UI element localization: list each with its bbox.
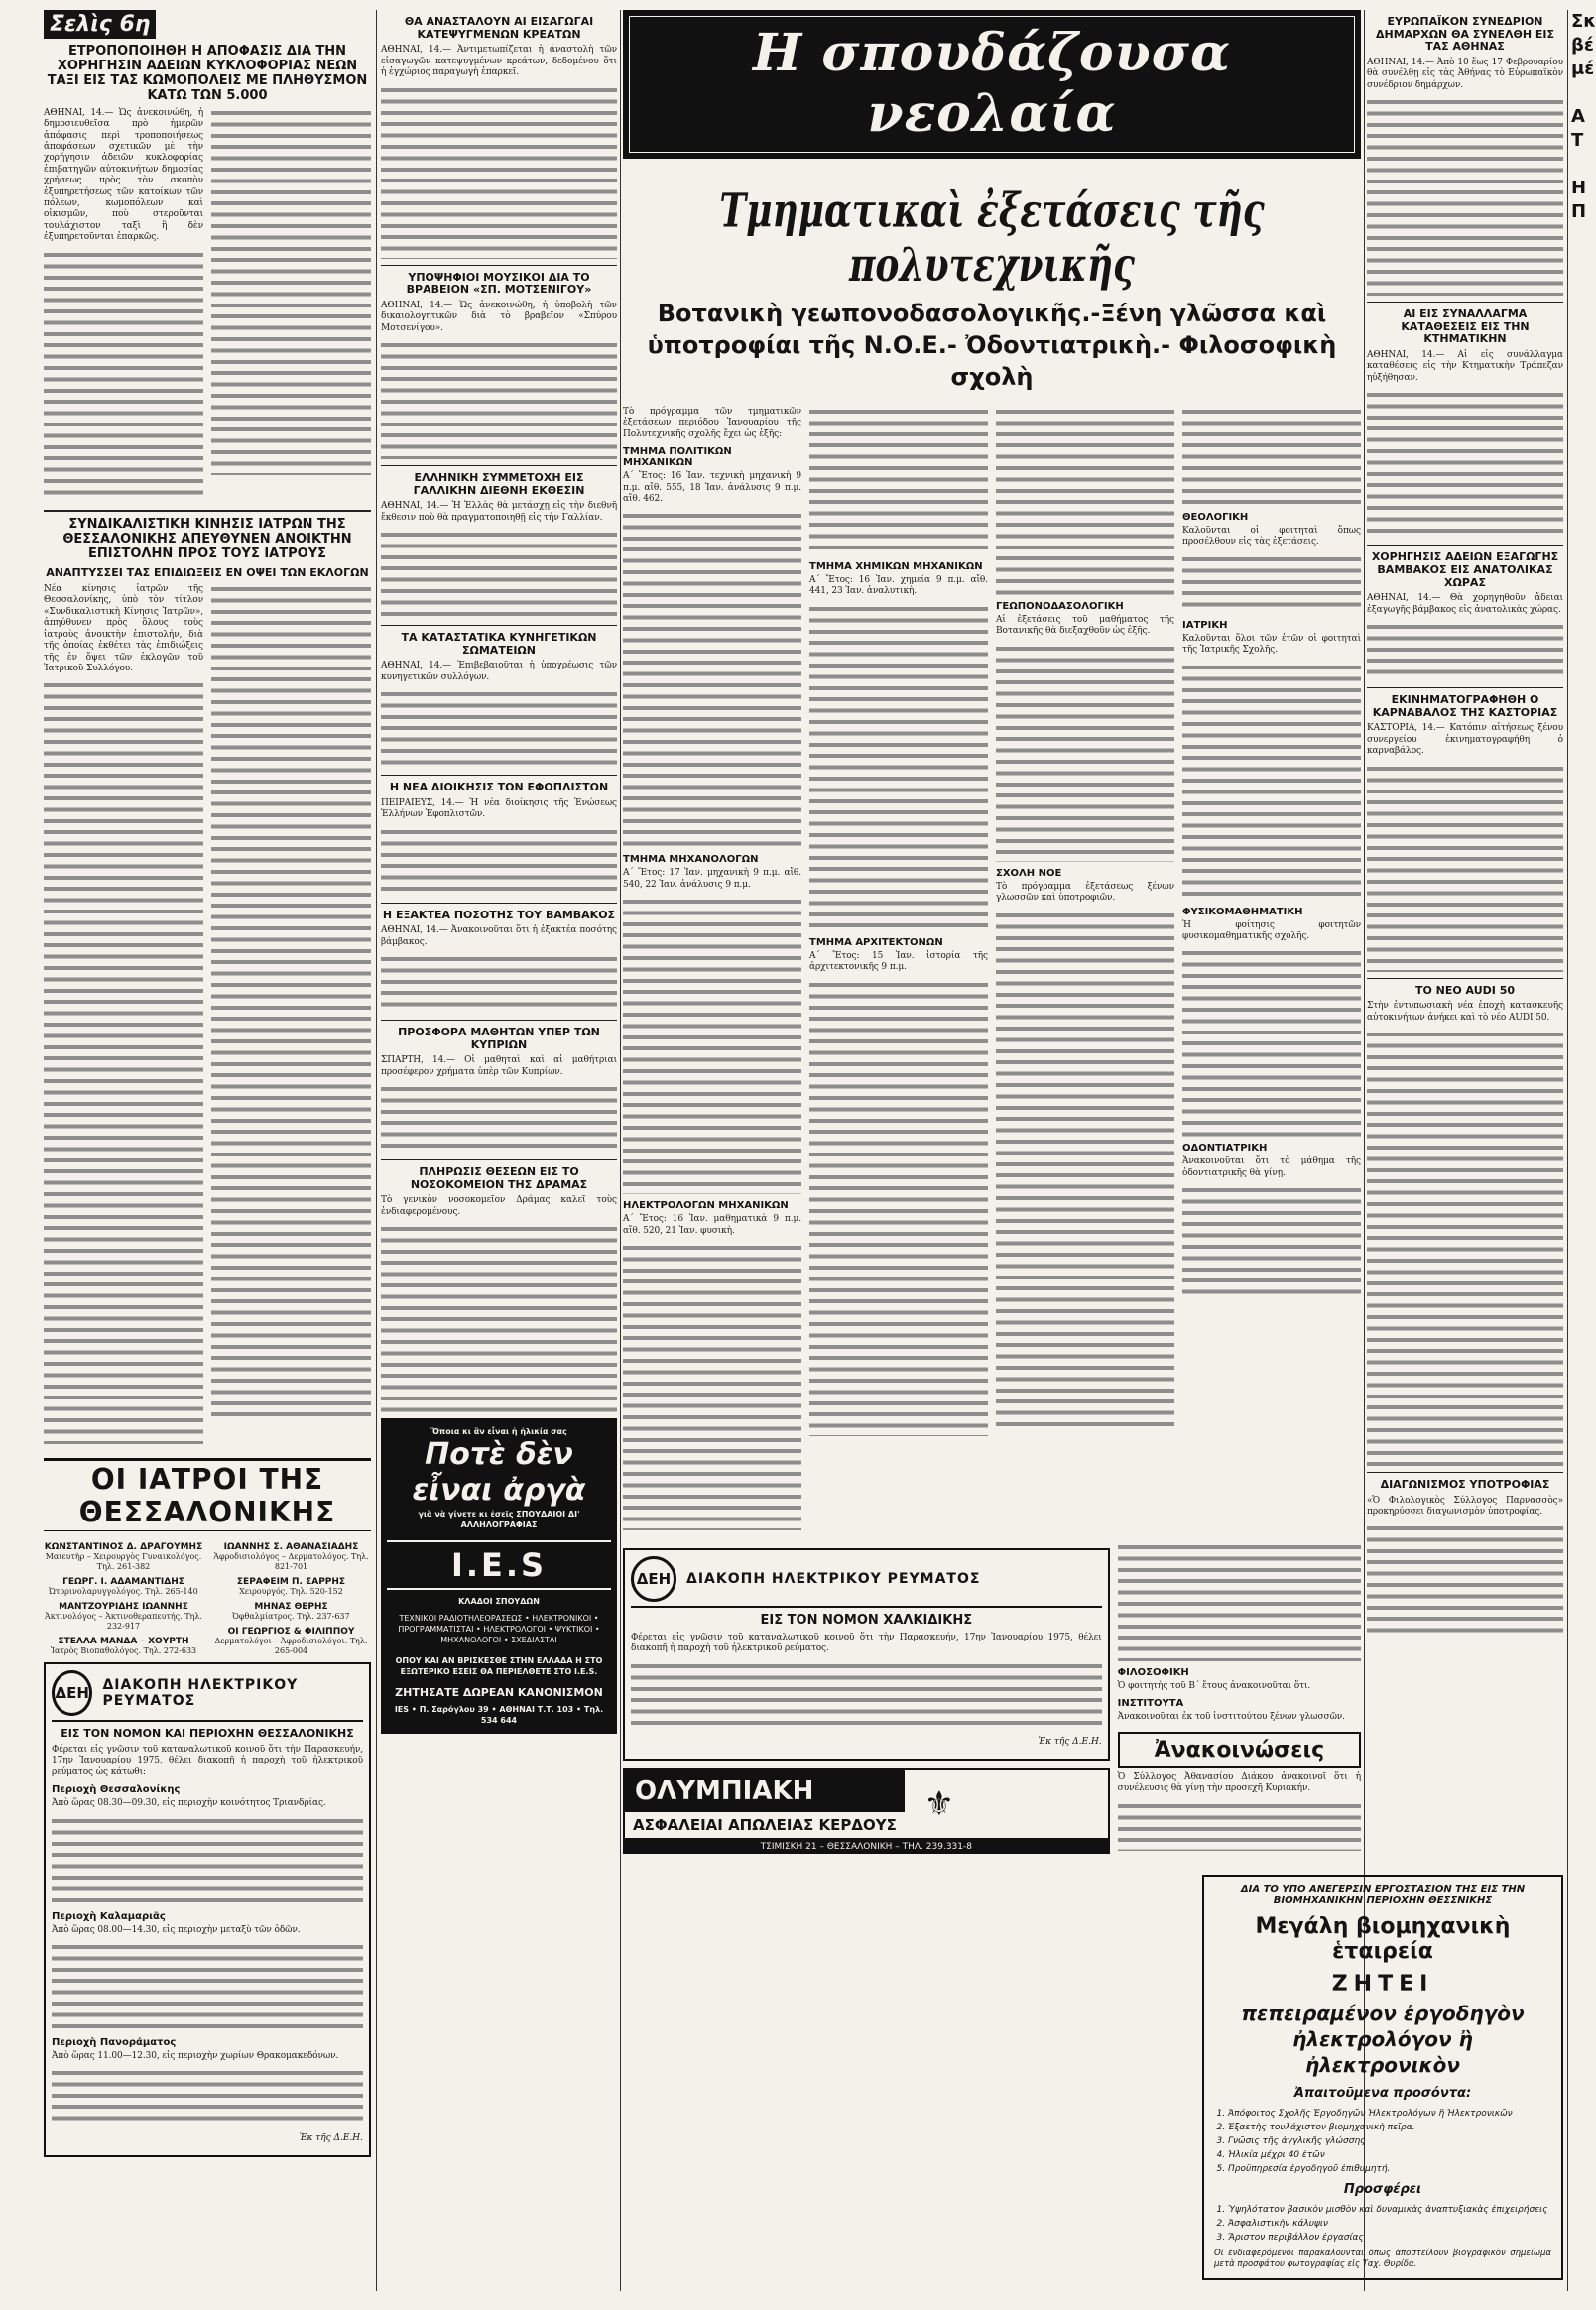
ies-branches-title: ΚΛΑΔΟΙ ΣΠΟΥΔΩΝ [458,1597,540,1607]
exam-intro: Τὸ πρόγραμμα τῶν τμηματικῶν ἐξετάσεων περιόδου Ἰανουαρίου τῆς Πολυτεχνικῆς σχολῆς ἔχει ὡς ἑξῆς: [623,407,801,439]
doctor-info: Χειρουργός. Τηλ. 520-152 [239,1587,343,1597]
main-headline: Τμηματικαὶ ἐξετάσεις τῆς πολυτεχνικῆς [719,183,1265,293]
column-3 [623,10,1361,1857]
power-outage-title: ΔΙΑΚΟΠΗ ΗΛΕΚΤΡΙΚΟΥ ΡΕΥΜΑΤΟΣ [102,1677,299,1710]
power-outage-notice [44,1662,371,2157]
exam-section-title: ΙΑΤΡΙΚΗ [1182,619,1228,631]
story-meat-text: ΑΘΗΝΑΙ, 14.— Ἀντιμετωπίζεται ἡ ἀναστολὴ τῶν εἰσαγωγῶν κατεψυγμένων κρεάτων, δεδομένου ὅτι ἡ ἐγχώριος παραγωγὴ ἐπαρκεῖ. [381,45,617,78]
doctors-directory-title: ΟΙ ΙΑΤΡΟΙ ΤΗΣ ΘΕΣΣΑΛΟΝΙΚΗΣ [44,1458,371,1531]
exam-section-title: ΣΧΟΛΗ ΝΟΕ [996,867,1062,879]
text-block [381,340,617,459]
story-mayors-headline: ΕΥΡΩΠΑΪΚΟΝ ΣΥΝΕΔΡΙΟΝ ΔΗΜΑΡΧΩΝ ΘΑ ΣΥΝΕΛΘΗ ΕΙΣ ΤΑΣ ΑΘΗΝΑΣ [1375,15,1555,54]
outage-area-text: Ἀπὸ ὥρας 08.00—14.30, εἰς περιοχὴν μεταξὺ τῶν ὁδῶν. [52,1924,301,1935]
exam-section-title: ΗΛΕΚΤΡΟΛΟΓΩΝ ΜΗΧΑΝΙΚΩΝ [623,1200,789,1212]
exam-section-title: ΙΝΣΤΙΤΟΥΤΑ [1117,1698,1184,1710]
power-outage-intro: Φέρεται εἰς γνῶσιν τοῦ καταναλωτικοῦ κοινοῦ ὅτι τὴν Παρασκευήν, 17ην Ἰανουαρίου 1975, θέλει διακοπῆ ἡ παροχὴ τοῦ ἠλεκτρικοῦ ρεύματος ὡς κάτωθι: [52,1744,363,1777]
text-block [623,511,801,848]
dei-logo-icon: ΔΕΗ [52,1670,92,1716]
story-expo-headline: ΕΛΛΗΝΙΚΗ ΣΥΜΜΕΤΟΧΗ ΕΙΣ ΓΑΛΛΙΚΗΝ ΔΙΕΘΝΗ ΕΚΘΕΣΙΝ [413,471,585,497]
text-block [381,689,617,769]
doctor-name: ΟΙ ΓΕΩΡΓΙΟΣ & ΦΙΛΙΠΠΟΥ [227,1627,355,1638]
story-carnival-text: ΚΑΣΤΟΡΙΑ, 14.— Κατόπιν αἰτήσεως ξένου συνεργείου ἐκινηματογραφήθη ὁ καρναβάλος. [1367,723,1563,757]
text-block [1367,97,1563,296]
text-block [1182,1185,1361,1294]
power-outage-subtitle: ΕΙΣ ΤΟΝ ΝΟΜΟΝ ΚΑΙ ΠΕΡΙΟΧΗΝ ΘΕΣΣΑΛΟΝΙΚΗΣ [61,1727,354,1741]
doctor-info: Ὀφθαλμίατρος. Τηλ. 237-637 [232,1612,350,1622]
offer-item: 3. Ἄριστον περιβάλλον ἐργασίας [1228,2231,1551,2245]
story-cotton-text: ΑΘΗΝΑΙ, 14.— Ἀνακοινοῦται ὅτι ἡ ἐξακτέα ποσότης βάμβακος. [381,925,617,947]
story-shipowners-text: ΠΕΙΡΑΙΕΥΣ, 14.— Ἡ νέα διοίκησις τῆς Ἑνώσεως Ἑλλήνων Ἐφοπλιστῶν. [381,797,617,820]
exam-section-title: ΦΥΣΙΚΟΜΑΘΗΜΑΤΙΚΗ [1182,906,1303,917]
column-1 [44,10,371,2163]
exam-section-text: Τὸ πρόγραμμα ἐξετάσεως ξένων γλωσσῶν καὶ ὑποτροφιῶν. [996,881,1174,904]
text-block [52,2068,363,2128]
text-block [211,108,371,475]
olympiaki-name: ΟΛΥΜΠΙΑΚΗ [625,1770,905,1812]
exam-section-text: Καλοῦνται ὅλοι τῶν ἐτῶν οἱ φοιτηταὶ τῆς Ἰατρικῆς Σχολῆς. [1182,633,1361,656]
exam-section-title: ΤΜΗΜΑ ΧΗΜΙΚΩΝ ΜΗΧΑΝΙΚΩΝ [809,561,983,572]
ies-logo: I.E.S [387,1540,611,1590]
doctor-name: ΚΩΝΣΤΑΝΤΙΝΟΣ Δ. ΔΡΑΓΟΥΜΗΣ [44,1542,203,1553]
job-ad-req-title: Ἀπαιτοῦμενα προσόντα: [1293,2086,1472,2101]
ies-tagline: Ὅποια κι ἂν εἶναι ἡ ἡλικία σας [430,1427,567,1437]
text-block [381,954,617,1014]
story-deposits-text: ΑΘΗΝΑΙ, 14.— Αἱ εἰς συνάλλαγμα καταθέσεις εἰς τὴν Κτηματικὴν Τράπεζαν ηὐξήθησαν. [1367,350,1563,383]
text-block [623,1243,801,1530]
job-ad-offers [1228,2203,1551,2245]
column-rule [620,10,621,2291]
outage-area-text: Ἀπὸ ὥρας 11.00—12.30, εἰς περιοχὴν χωρίων Θρακομακεδόνων. [52,2051,339,2061]
story-scholarship-headline: ΔΙΑΓΩΝΙΣΜΟΣ ΥΠΟΤΡΟΦΙΑΣ [1380,1477,1550,1491]
ies-subline: γιὰ νὰ γίνετε κι ἐσεῖς ΣΠΟΥΔΑΙΟΙ ΔΙ' ΑΛΛΗΛΟΓΡΑΦΙΑΣ [418,1510,580,1530]
story-hunting-headline: ΤΑ ΚΑΤΑΣΤΑΤΙΚΑ ΚΥΝΗΓΕΤΙΚΩΝ ΣΩΜΑΤΕΙΩΝ [401,631,597,657]
offer-item: 2. Ἀσφαλιστικὴν κάλυψιν [1228,2217,1551,2231]
story-carnival-headline: ΕΚΙΝΗΜΑΤΟΓΡΑΦΗΘΗ Ο ΚΑΡΝΑΒΑΛΟΣ ΤΗΣ ΚΑΣΤΟΡΙΑΣ [1372,693,1558,719]
story-audi-text: Στὴν ἐντυπωσιακὴ νέα ἐποχὴ κατασκευῆς αὐτοκινήτων ἀνήκει καὶ τὸ νέο AUDI 50. [1367,1001,1563,1023]
story-mayors-text: ΑΘΗΝΑΙ, 14.— Ἀπὸ 10 ἕως 17 Φεβρουαρίου θὰ συνέλθῃ εἰς τὰς Ἀθήνας τὸ Εὐρωπαϊκὸν συνέδριον δημάρχων. [1367,57,1563,90]
power-outage-notice-chalkidiki [623,1548,1110,1761]
job-ad-seeks: ΖΗΤΕΙ [1331,1972,1434,1997]
doctor-info: Δερματολόγοι – Ἀφροδισιολόγοι. Τηλ. 265-004 [214,1637,368,1656]
exam-section-title: ΦΙΛΟΣΟΦΙΚΗ [1117,1667,1189,1679]
story-music-text: ΑΘΗΝΑΙ, 14.— Ὡς ἀνεκοινώθη, ἡ ὑποβολὴ τῶν δικαιολογητικῶν διὰ τὸ βραβεῖον «Σπύρου Μοτσενίγου». [381,300,617,333]
exam-section-text: Ἀνακοινοῦται ἐκ τοῦ ἰνστιτούτου ξένων γλωσσῶν. [1117,1712,1345,1723]
ies-address: ΙΕS • Π. Σαρόγλου 39 • ΑΘΗΝΑΙ Τ.Τ. 103 • Τηλ. 534 644 [394,1705,604,1726]
doctor-name: ΜΗΝΑΣ ΘΕΡΗΣ [254,1602,328,1613]
text-block [381,827,617,897]
story-music-headline: ΥΠΟΨΗΦΙΟΙ ΜΟΥΣΙΚΟΙ ΔΙΑ ΤΟ ΒΡΑΒΕΙΟΝ «ΣΠ. ΜΟΤΣΕΝΙΓΟΥ» [406,270,592,297]
job-ad-requirements [1228,2107,1551,2176]
olympiaki-address: ΤΣΙΜΙΣΚΗ 21 – ΘΕΣΣΑΛΟΝΙΚΗ – ΤΗΛ. 239.331-8 [623,1840,1110,1854]
requirement-item: 4. Ἡλικία μέχρι 40 ἐτῶν [1228,2148,1551,2162]
outage-area-name: Περιοχὴ Θεσσαλονίκης [52,1784,181,1796]
story-doctors-subhead: ΑΝΑΠΤΥΣΣΕΙ ΤΑΣ ΕΠΙΔΙΩΞΕΙΣ ΕΝ ΟΨΕΙ ΤΩΝ ΕΚΛΟΓΩΝ [46,566,369,580]
story-cyprus-headline: ΠΡΟΣΦΟΡΑ ΜΑΘΗΤΩΝ ΥΠΕΡ ΤΩΝ ΚΥΠΡΙΩΝ [398,1026,600,1051]
story-hospital-text: Τὸ γενικὸν νοσοκομεῖον Δράμας καλεῖ τοὺς ἐνδιαφερομένους. [381,1195,617,1217]
story-cotton-headline: Η ΕΞΑΚΤΕΑ ΠΟΣΟΤΗΣ ΤΟΥ ΒΑΜΒΑΚΟΣ [382,908,616,921]
exam-section-title: ΘΕΟΛΟΓΙΚΗ [1182,512,1249,523]
exam-section-text: Καλοῦνται οἱ φοιτηταὶ ὅπως προσέλθουν εἰς τὰς ἐξετάσεις. [1182,526,1361,547]
story-hospital-headline: ΠΛΗΡΩΣΙΣ ΘΕΣΕΩΝ ΕΙΣ ΤΟ ΝΟΣΟΚΟΜΕΙΟΝ ΤΗΣ ΔΡΑΜΑΣ [410,1165,588,1191]
doctor-info: Ἰατρὸς Βιοπαθολόγος. Τηλ. 272-633 [50,1646,197,1656]
text-block [44,250,203,498]
exam-section-text: Α΄ Ἔτος: 15 Ἰαν. ἱστορία τῆς ἀρχιτεκτονικῆς 9 π.μ. [809,950,988,973]
text-block [809,980,988,1436]
outage-area-name: Περιοχὴ Καλαμαριᾶς [52,1910,166,1922]
olympiaki-tagline: ΑΣΦΑΛΕΙΑΙ ΑΠΩΛΕΙΑΣ ΚΕΡΔΟΥΣ [633,1815,897,1834]
exam-section-text: Α΄ Ἔτος: 16 Ἰαν. χημεία 9 π.μ. αἴθ. 441, 23 Ἰαν. ἀναλυτικὴ. [809,575,988,597]
exam-schedule [623,407,1361,1536]
story-shipowners-headline: Η ΝΕΑ ΔΙΟΙΚΗΣΙΣ ΤΩΝ ΕΦΟΠΛΙΣΤΩΝ [389,781,609,794]
text-block [381,1224,617,1412]
doctor-info: Ἀφροδισιολόγος – Δερματολόγος. Τηλ. 821-701 [213,1552,369,1572]
story-export-headline: ΧΟΡΗΓΗΣΙΣ ΑΔΕΙΩΝ ΕΞΑΓΩΓΗΣ ΒΑΜΒΑΚΟΣ ΕΙΣ ΑΝΑΤΟΛΙΚΑΣ ΧΩΡΑΣ [1371,550,1559,589]
text-block [1367,764,1563,972]
story-taxi-headline: ΕΤΡΟΠΟΠΟΙΗΘΗ Η ΑΠΟΦΑΣΙΣ ΔΙΑ ΤΗΝ ΧΟΡΗΓΗΣΙΝ ΑΔΕΙΩΝ ΚΥΚΛΟΦΟΡΙΑΣ ΝΕΩΝ ΤΑΞΙ ΕΙΣ ΤΑΣ ΚΩΜΟΠΟΛΕΙΣ ΜΕ ΠΛΗΘΥΣΜΟΝ ΚΑΤΩ ΤΩΝ 5.000 [47,44,368,103]
exam-section-text: Ὁ φοιτητὴς τοῦ Β΄ ἔτους ἀνακοινοῦται ὅτι. [1117,1681,1311,1692]
story-expo-text: ΑΘΗΝΑΙ, 14.— Ἡ Ἑλλὰς θὰ μετάσχῃ εἰς τὴν διεθνῆ ἔκθεσιν ποὺ θὰ πραγματοποιηθῇ εἰς τὴν Γαλλίαν. [381,501,617,523]
exam-section-title: ΤΜΗΜΑ ΠΟΛΙΤΙΚΩΝ ΜΗΧΑΝΙΚΩΝ [623,446,732,469]
exam-section-text: Ἀνακοινοῦται ὅτι τὸ μάθημα τῆς ὀδοντιατρικῆς θὰ γίνῃ. [1182,1156,1361,1178]
exam-section-title: ΤΜΗΜΑ ΑΡΧΙΤΕΚΤΟΝΩΝ [809,936,943,948]
text-block [996,407,1174,595]
story-audi-headline: ΤΟ ΝΕΟ AUDI 50 [1414,983,1516,997]
exam-section-title: ΤΜΗΜΑ ΜΗΧΑΝΟΛΟΓΩΝ [623,854,759,866]
exam-section-text: Ἡ φοίτησις φοιτητῶν φυσικομαθηματικῆς σχολῆς. [1182,919,1361,942]
discus-thrower-icon: ⚜ [923,1783,955,1824]
text-block [1367,622,1563,681]
doctor-name: ΜΑΝΤΖΟΥΡΙΔΗΣ ΙΩΑΝΝΗΣ [59,1602,188,1613]
outage-area-text: Ἀπὸ ὥρας 08.30—09.30, εἰς περιοχὴν κοινότητος Τριανδρίας. [52,1798,326,1809]
column-rule [376,10,377,2291]
requirement-item: 5. Προϋπηρεσία ἐργοδηγοῦ ἐπιθυμητή. [1228,2162,1551,2176]
column-rule [1567,10,1568,2291]
power-outage-title: ΔΙΑΚΟΠΗ ΗΛΕΚΤΡΙΚΟΥ ΡΕΥΜΑΤΟΣ [686,1571,981,1588]
dei-logo-icon: ΔΕΗ [631,1556,676,1602]
ies-advertisement [381,1418,617,1734]
requirement-item: 3. Γνῶσις τῆς ἀγγλικῆς γλώσσης [1228,2134,1551,2148]
doctor-info: Μαιευτὴρ – Χειρουργὸς Γυναικολόγος. Τηλ. 261-382 [45,1552,202,1572]
notice-signature: Ἐκ τῆς Δ.Ε.Η. [1038,1736,1102,1747]
column-2 [381,10,617,1734]
ies-footer: ΟΠΟΥ ΚΑΙ ΑΝ ΒΡΙΣΚΕΣΘΕ ΣΤΗΝ ΕΛΛΑΔΑ Η ΣΤΟ ΕΞΩΤΕΡΙΚΟ ΕΣΕΙΣ ΘΑ ΠΕΡΙΕΛΘΕΤΕ ΣΤΟ I.E.S. [395,1656,603,1677]
text-block [1182,663,1361,901]
text-block [1367,1030,1563,1466]
exam-section-text: Α΄ Ἔτος: 16 Ἰαν. τεχνικὴ μηχανικὴ 9 π.μ. αἴθ. 555, 18 Ἰαν. ἀνάλυσις 9 π.μ. αἴθ. 462. [623,471,801,505]
text-block [1118,1542,1361,1661]
text-block [1367,1523,1563,1633]
text-block [1367,390,1563,539]
text-block [631,1661,1102,1731]
exam-section-text: Αἱ ἐξετάσεις τοῦ μαθήματος τῆς Βοτανικῆς θὰ διεξαχθοῦν ὡς ἑξῆς. [996,615,1174,637]
doctor-info: Ὠτορινολαρυγγολόγος. Τηλ. 265-140 [49,1587,198,1597]
doctor-name: ΙΩΑΝΝΗΣ Σ. ΑΘΑΝΑΣΙΑΔΗΣ [223,1542,359,1553]
job-ad-company: Μεγάλη βιομηχανικὴ ἑταιρεία [1255,1914,1511,1964]
job-ad-position: πεπειραμένον ἐργοδηγὸν ἠλεκτρολόγον ἢ ἠλεκτρονικὸν [1241,2002,1525,2077]
announcements-title: Ἀνακοινώσεις [1118,1732,1361,1768]
text-block [623,897,801,1194]
announcements-text: Ὁ Σύλλογος Ἀθανασίου Διάκου ἀνακοινοῖ ὅτι ἡ συνέλευσις θὰ γίνῃ τὴν προσεχῆ Κυριακήν. [1117,1771,1361,1794]
text-block [381,1084,617,1154]
column-4 [1367,10,1563,1639]
section-masthead: Η σπουδάζουσα νεολαία [623,10,1361,159]
story-deposits-headline: ΑΙ ΕΙΣ ΣΥΝΑΛΛΑΓΜΑ ΚΑΤΑΘΕΣΕΙΣ ΕΙΣ ΤΗΝ ΚΤΗΜΑΤΙΚΗΝ [1401,307,1530,346]
main-subheadline: Βοτανικὴ γεωπονοδασολογικῆς.-Ξένη γλῶσσα καὶ ὑποτροφίαι τῆς Ν.Ο.Ε.- Ὀδοντιατρικὴ.- Φιλοσοφικὴ σχολὴ [647,300,1337,391]
olympiaki-advertisement [623,1768,1110,1840]
power-outage-text: Φέρεται εἰς γνῶσιν τοῦ καταναλωτικοῦ κοινοῦ ὅτι τὴν Παρασκευήν, 17ην Ἰανουαρίου 1975, θέλει διακοπῆ ἡ παροχὴ τοῦ ἠλεκτρικοῦ ρεύματος. [631,1633,1102,1654]
story-hunting-text: ΑΘΗΝΑΙ, 14.— Ἐπιβεβαιοῦται ἡ ὑποχρέωσις τῶν κυνηγετικῶν συλλόγων. [381,661,617,682]
requirement-item: 2. Ἐξαετὴς τουλάχιστον βιομηχανικὴ πεῖρα. [1228,2121,1551,2134]
job-ad-footer: Οἱ ἐνδιαφερόμενοι παρακαλοῦνται ὅπως ἀποστείλουν βιογραφικὸν σημείωμα μετὰ προσφάτου φωτογραφίας εἰς Ταχ. Θυρίδα. [1214,2249,1551,2269]
story-meat-headline: ΘΑ ΑΝΑΣΤΑΛΟΥΝ ΑΙ ΕΙΣΑΓΩΓΑΙ ΚΑΤΕΨΥΓΜΕΝΩΝ ΚΡΕΑΤΩΝ [404,15,594,41]
ies-headline: Ποτὲ δὲν εἶναι ἀργὰ [412,1437,586,1509]
doctors-directory [44,1537,371,1656]
text-block [1182,948,1361,1137]
text-block [1182,554,1361,614]
job-ad-intro: ΔΙΑ ΤΟ ΥΠΟ ΑΝΕΓΕΡΣΙΝ ΕΡΓΟΣΤΑΣΙΟΝ ΤΗΣ ΕΙΣ ΤΗΝ ΒΙΟΜΗΧΑΝΙΚΗΝ ΠΕΡΙΟΧΗΝ ΘΕΣΣΝΙΚΗΣ [1240,1884,1526,1906]
text-block [52,1942,363,2031]
job-ad-offers-title: Προσφέρει [1343,2182,1422,2197]
edge-letters: Σκ βέ μέ Α Τ Η Π [1571,11,1596,222]
adjacent-page-edge [1571,10,1596,224]
doctor-name: ΣΕΡΑΦΕΙΜ Π. ΣΑΡΡΗΣ [236,1577,346,1588]
page-number-tag: Σελὶς 6η [44,10,156,39]
text-block [809,407,988,555]
exam-section-title: ΟΔΟΝΤΙΑΤΡΙΚΗ [1182,1143,1268,1155]
text-block [1182,407,1361,506]
ies-branches: ΤΕΧΝΙΚΟΙ ΡΑΔΙΟΤΗΛΕΟΡΑΣΕΩΣ • ΗΛΕΚΤΡΟΝΙΚΟΙ • ΠΡΟΓΡΑΜΜΑΤΙΣΤΑΙ • ΗΛΕΚΤΡΟΛΟΓΟΙ • ΨΥΚΤΙΚΟΙ • ΜΗΧΑΝΟΛΟΓΟΙ • ΣΧΕΔΙΑΣΤΑΙ [398,1614,600,1645]
ies-cta: ΖΗΤΗΣΑΤΕ ΔΩΡΕΑΝ ΚΑΝΟΝΙΣΜΟΝ [395,1686,603,1700]
text-block [996,911,1174,1426]
story-cyprus-text: ΣΠΑΡΤΗ, 14.— Οἱ μαθηταὶ καὶ αἱ μαθήτριαι προσέφερον χρήματα ὑπὲρ τῶν Κυπρίων. [381,1055,617,1077]
story-taxi-text: ΑΘΗΝΑΙ, 14.— Ὡς ἀνεκοινώθη, ἡ δημοσιευθεῖσα πρὸ ἡμερῶν ἀπόφασις περὶ τροποποιήσεως ἀποφάσεων σχετικῶν μὲ τὴν χορήγησιν ἀδειῶν κυκλοφορίας ἐπιβατηγῶν αὐτοκινήτων δημοσίας χρήσεως πρὸς τὸν σκοπὸν ἐξυπηρετήσεως τῶν κατοίκων τῶν πόλεων, κωμοπόλεων καὶ οἰκισμῶν, ποὺ στεροῦνται τουλάχιστον ταξὶ ἢ δὲν ἐξυπηρετοῦνται ἐπαρκῶς. [44,107,203,243]
doctor-name: ΓΕΩΡΓ. Ι. ΑΔΑΜΑΝΤΙΔΗΣ [62,1577,184,1588]
text-block [996,644,1174,862]
industrial-job-ad [1202,1865,1563,2280]
text-block [381,85,617,259]
text-block [809,604,988,931]
exam-section-text: Α΄ Ἔτος: 16 Ἰαν. μαθηματικὰ 9 π.μ. αἴθ. 520, 21 Ἰαν. φυσικὴ. [623,1214,801,1236]
text-block [44,680,203,1444]
outage-area-name: Περιοχὴ Πανοράματος [52,2037,177,2048]
exam-section-text: Α΄ Ἔτος: 17 Ἰαν. μηχανικὴ 9 π.μ. αἴθ. 540, 22 Ἰαν. ἀνάλυσις 9 π.μ. [623,868,801,890]
exam-section-title: ΓΕΩΠΟΝΟΔΑΣΟΛΟΓΙΚΗ [996,601,1124,612]
story-scholarship-text: «Ὁ Φιλολογικὸς Σύλλογος Παρνασσὸς» προκηρύσσει διαγωνισμὸν ὑποτροφίας. [1367,1495,1563,1518]
text-block [211,584,371,1417]
notice-signature: Ἐκ τῆς Δ.Ε.Η. [299,2133,363,2144]
story-export-text: ΑΘΗΝΑΙ, 14.— Θὰ χορηγηθοῦν ἄδειαι ἐξαγωγῆς βάμβακος εἰς ἀνατολικὰς χώρας. [1367,593,1563,615]
story-doctors-text: Νέα κίνησις ἰατρῶν τῆς Θεσσαλονίκης, ὑπὸ τὸν τίτλον «Συνδικαλιστικὴ Κίνησις Ἰατρῶν», ἀπηύθυνεν πρὸς ὅλους τοὺς ἰατροὺς ἀνοικτὴν ἐπιστολήν, διὰ τῆς ὁποίας ἐκθέτει τὰς ἐπιδιώξεις τῆς ἐν ὄψει τῶν ἐκλογῶν τοῦ Ἰατρικοῦ Συλλόγου. [44,584,203,673]
text-block [381,530,617,619]
doctor-info: Ἀκτινολόγος – Ἀκτινοθεραπευτής. Τηλ. 232-917 [45,1612,202,1632]
doctor-name: ΣΤΕΛΛΑ ΜΑΝΔΑ – ΧΟΥΡΤΗ [58,1637,189,1647]
offer-item: 1. Ὑψηλότατον βασικὸν μισθὸν καὶ δυναμικὰς ἀναπτυξιακὰς ἐπιχειρήσεις [1228,2203,1551,2217]
requirement-item: 1. Ἀπόφοιτος Σχολῆς Ἐργοδηγῶν Ἠλεκτρολόγων ἢ Ἠλεκτρονικῶν [1228,2107,1551,2121]
power-outage-subtitle: ΕΙΣ ΤΟΝ ΝΟΜΟΝ ΧΑΛΚΙΔΙΚΗΣ [760,1613,973,1629]
text-block [52,1816,363,1905]
text-block [1118,1801,1361,1851]
story-doctors-headline: ΣΥΝΔΙΚΑΛΙΣΤΙΚΗ ΚΙΝΗΣΙΣ ΙΑΤΡΩΝ ΤΗΣ ΘΕΣΣΑΛΟΝΙΚΗΣ ΑΠΕΥΘΥΝΕΝ ΑΝΟΙΚΤΗΝ ΕΠΙΣΤΟΛΗΝ ΠΡΟΣ ΤΟΥΣ ΙΑΤΡΟΥΣ [62,516,352,561]
